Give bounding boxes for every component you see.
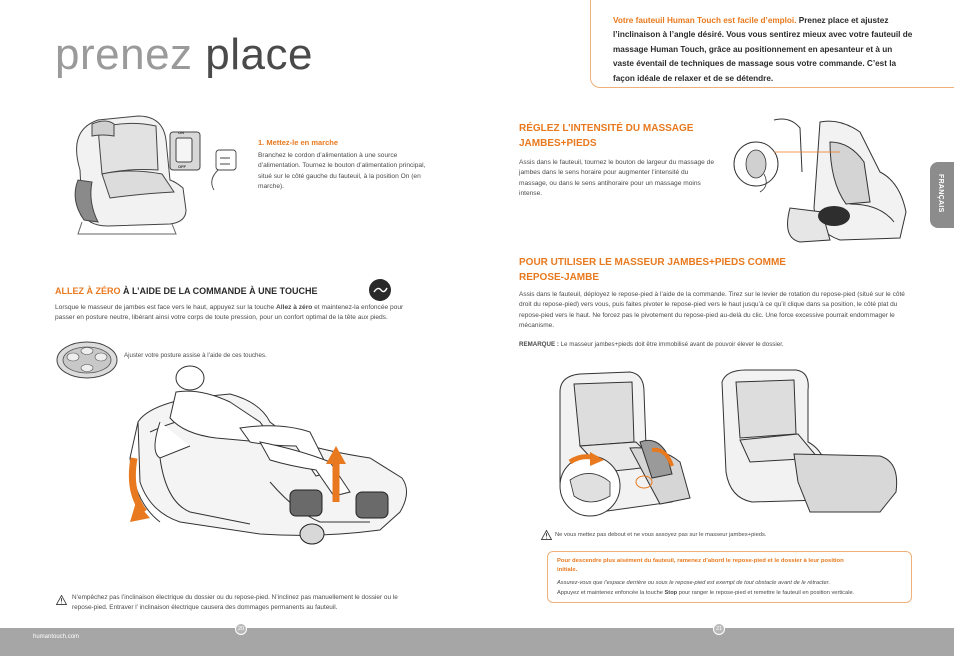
intro-body: Prenez place et ajustez l’inclinaison à l’angle désiré. Vous vous sentirez mieux avec votre fauteuil de massage Human Touch, grâce au positionnement en apesanteur et à un vaste éventail de techniques de massage sous votre commande. C’est la façon idéale de relaxer et de se détendre. (613, 16, 913, 83)
intro-highlight: Votre fauteuil Human Touch est facile d’emploi. (613, 16, 797, 25)
zero-button-icon (369, 279, 391, 301)
zero-text-c: et maintenez-la enfoncée pour passer en posture neutre, libérant ainsi votre corps de toute pression, pour un confort optimal de la tête aux pieds. (55, 304, 404, 322)
remote-caption: Ajuster votre posture assise à l’aide de ces touches. (124, 352, 267, 359)
left-warning-text: N’empêchez pas l’inclinaison électrique du dossier ou du repose-pied. N’inclinez pas manuellement le dossier ou le repose-pied. Entraver l’ inclinaison électrique causera des dommages permanents au fauteuil. (72, 594, 398, 611)
page-title-word1: prenez (55, 30, 193, 79)
intensity-text: Assis dans le fauteuil, tournez le bouton de largeur du massage de jambes dans le sens horaire pour augmenter l’intensité du massage, ou dans le sens antihoraire pour un massage moins intense. (519, 159, 715, 197)
legrest-text: Assis dans le fauteuil, déployez le repose-pied à l’aide de la commande. Tirez sur le levier de rotation du repose-pied (situé sur le côté droit du repose-pied) vers vous, puis faites pivoter le repose-pied vers le haut jusqu’à ce qu’il clique dans sa position, le côté plat du repose-pied vers le haut. Ne forcez pas le pivotement du repose-pied au-delà du clic. Une force excessive pourrait endommager le mécanisme. (519, 291, 905, 329)
step1-text: Branchez le cordon d’alimentation à une source d’alimentation. Tournez le bouton d’alimentation principal, situé sur le côté gauche du fauteuil, à la position On (en marche). (258, 152, 426, 190)
tip-title: Pour descendre plus aisément du fauteuil, ramenez d’abord le repose-pied et le dossier à leur position initiale. (557, 558, 844, 573)
zero-text-bold: Allez à zéro (276, 304, 313, 311)
tip-text-c: pour ranger le repose-pied et remettre le fauteuil en position verticale. (677, 590, 855, 596)
zero-title (55, 286, 318, 296)
zero-title-orange: ALLEZ À ZÉRO (55, 286, 121, 296)
reclining-chair-illustration (120, 362, 420, 562)
footer (0, 628, 954, 656)
remote-control-illustration (55, 340, 119, 380)
switch-off-label: OFF (178, 164, 186, 169)
page-number-right: 21 (713, 623, 725, 635)
page-number-left: 20 (235, 623, 247, 635)
tip-italic: Assurez-vous que l’espace derrière ou sous le repose-pied est exempt de tout obstacle avant de le rétracter. (557, 580, 830, 586)
warning-icon (56, 595, 67, 605)
zero-text (55, 303, 415, 324)
tip-text-a: Appuyez et maintenez enfoncée la touche (557, 590, 665, 596)
leg-massager-illustration (730, 112, 925, 246)
legrest-title (519, 255, 786, 285)
zero-text-a: Lorsque le masseur de jambes est face vers le haut, appuyez sur la touche (55, 304, 277, 311)
switch-on-label: ON (178, 130, 184, 135)
intensity-title-line2: JAMBES+PIEDS (519, 138, 597, 149)
chair-power-illustration (58, 110, 240, 240)
legrest-chairs-illustration (540, 362, 920, 528)
intro-box (590, 0, 954, 88)
intensity-title (519, 121, 693, 151)
intensity-title-line1: RÉGLEZ L’INTENSITÉ DU MASSAGE (519, 123, 694, 134)
footer-site: humantouch.com (33, 634, 80, 640)
intro-text (613, 14, 913, 86)
remark-text: Le masseur jambes+pieds doit être immobilisé avant de pouvoir élever le dossier. (560, 341, 784, 348)
legrest-title-line1: POUR UTILISER LE MASSEUR JAMBES+PIEDS COMME (519, 257, 786, 268)
tip-text (557, 589, 907, 598)
language-tab-label: FRANÇAIS (937, 174, 944, 213)
tip-text-bold: Stop (664, 590, 678, 596)
page-title (55, 30, 313, 80)
language-tab (930, 162, 954, 228)
warning-icon-right (541, 530, 552, 540)
page-title-word2: place (205, 30, 313, 79)
step1-title: 1. Mettez-le en marche (258, 138, 339, 147)
zero-title-rest: À L’AIDE DE LA COMMANDE À UNE TOUCHE (120, 286, 318, 296)
remark-label: REMARQUE : (519, 341, 561, 348)
right-warning-text: Ne vous mettez pas debout et ne vous assoyez pas sur le masseur jambes+pieds. (555, 532, 767, 538)
remark (519, 340, 914, 350)
legrest-title-line2: REPOSE-JAMBE (519, 272, 600, 283)
